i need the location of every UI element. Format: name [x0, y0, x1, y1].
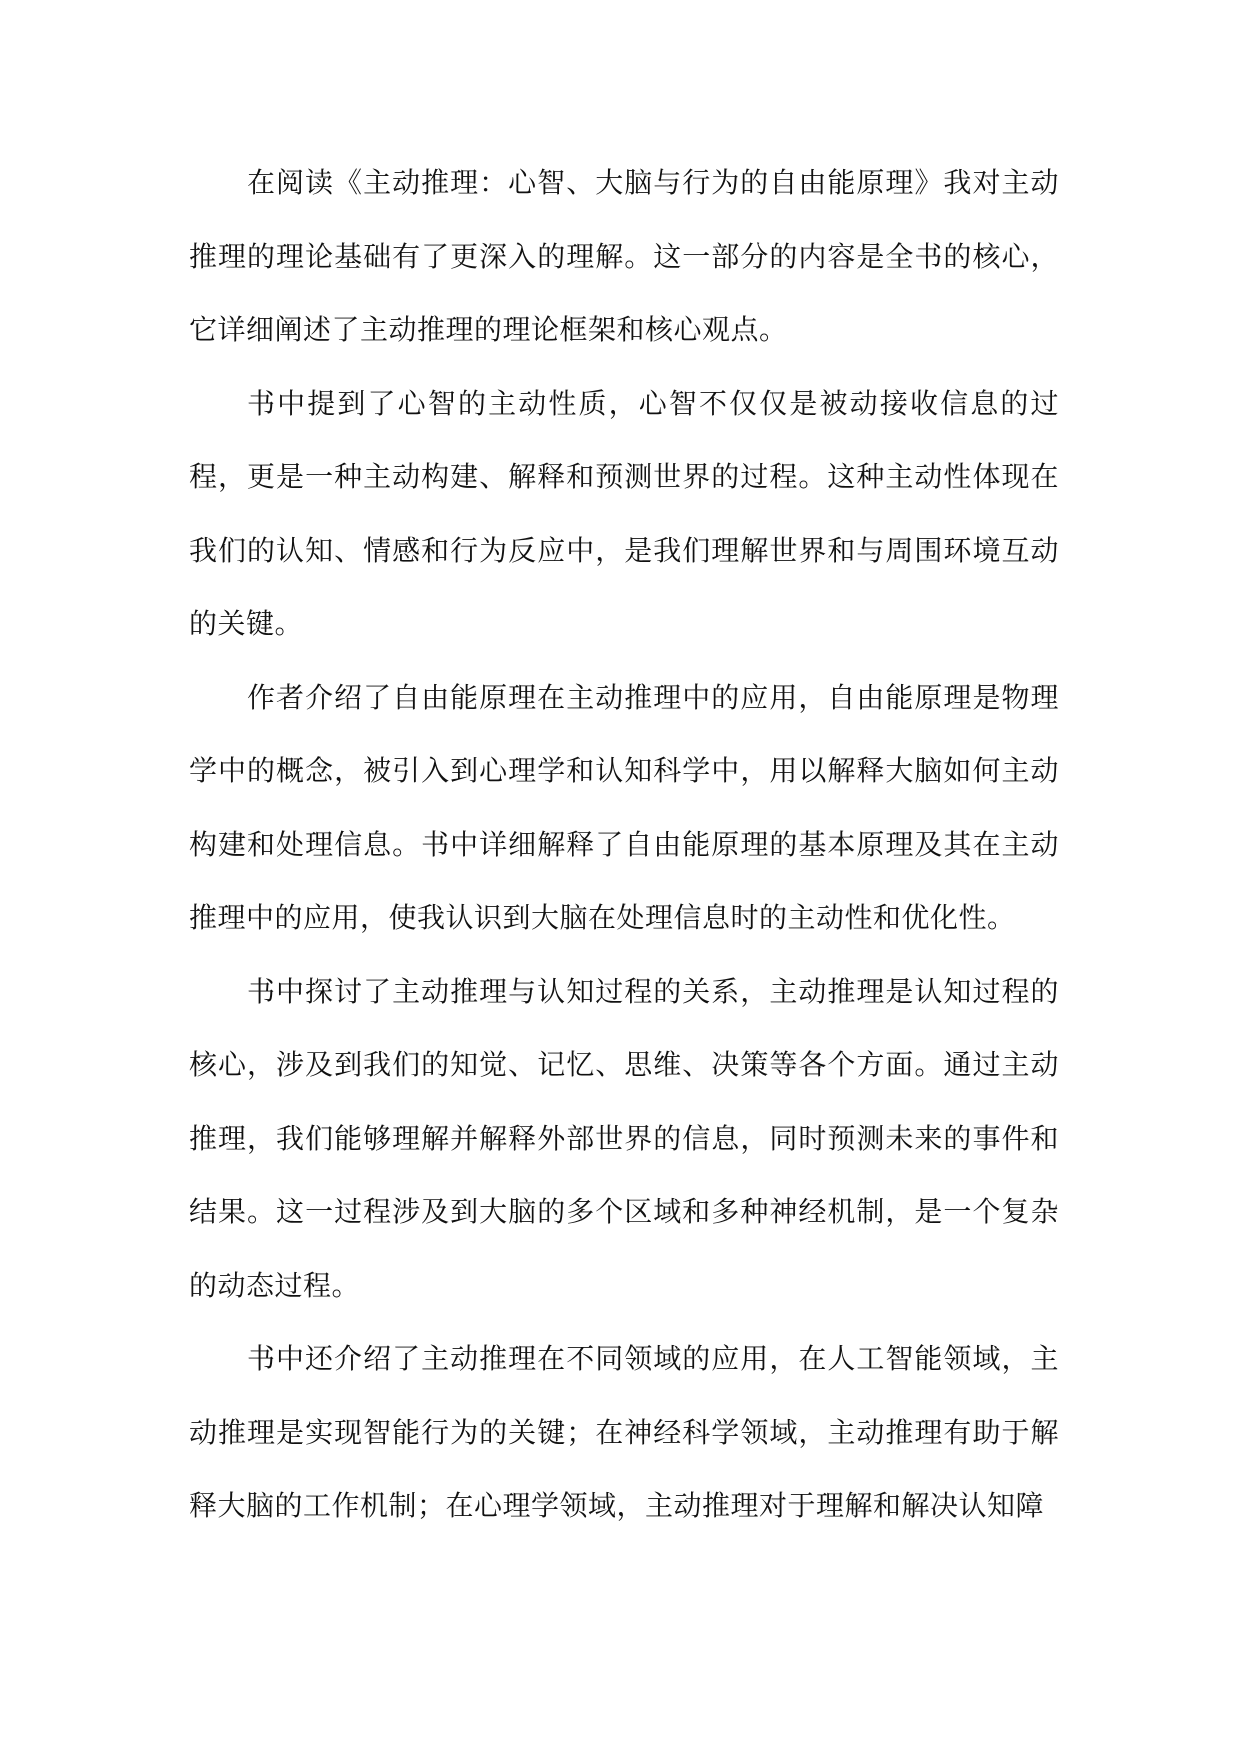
paragraph-4: 书中探讨了主动推理与认知过程的关系，主动推理是认知过程的核心，涉及到我们的知觉、记忆、思维、决策等各个方面。通过主动推理，我们能够理解并解释外部世界的信息，同时预测未来的事件和结果。这一过程涉及到大脑的多个区域和多种神经机制，是一个复杂的动态过程。: [189, 974, 1059, 1302]
paragraph-1: 在阅读《主动推理：心智、大脑与行为的自由能原理》我对主动推理的理论基础有了更深入的理解。这一部分的内容是全书的核心，它详细阐述了主动推理的理论框架和核心观点。: [189, 166, 1059, 346]
paragraph-2: 书中提到了心智的主动性质，心智不仅仅是被动接收信息的过程，更是一种主动构建、解释和预测世界的过程。这种主动性体现在我们的认知、情感和行为反应中，是我们理解世界和与周围环境互动的关键。: [189, 386, 1059, 640]
paragraph-3: 作者介绍了自由能原理在主动推理中的应用，自由能原理是物理学中的概念，被引入到心理学和认知科学中，用以解释大脑如何主动构建和处理信息。书中详细解释了自由能原理的基本原理及其在主动推理中的应用，使我认识到大脑在处理信息时的主动性和优化性。: [189, 680, 1059, 934]
paragraph-5: 书中还介绍了主动推理在不同领域的应用，在人工智能领域，主动推理是实现智能行为的关键；在神经科学领域，主动推理有助于解释大脑的工作机制；在心理学领域，主动推理对于理解和解决认知障: [189, 1342, 1059, 1522]
